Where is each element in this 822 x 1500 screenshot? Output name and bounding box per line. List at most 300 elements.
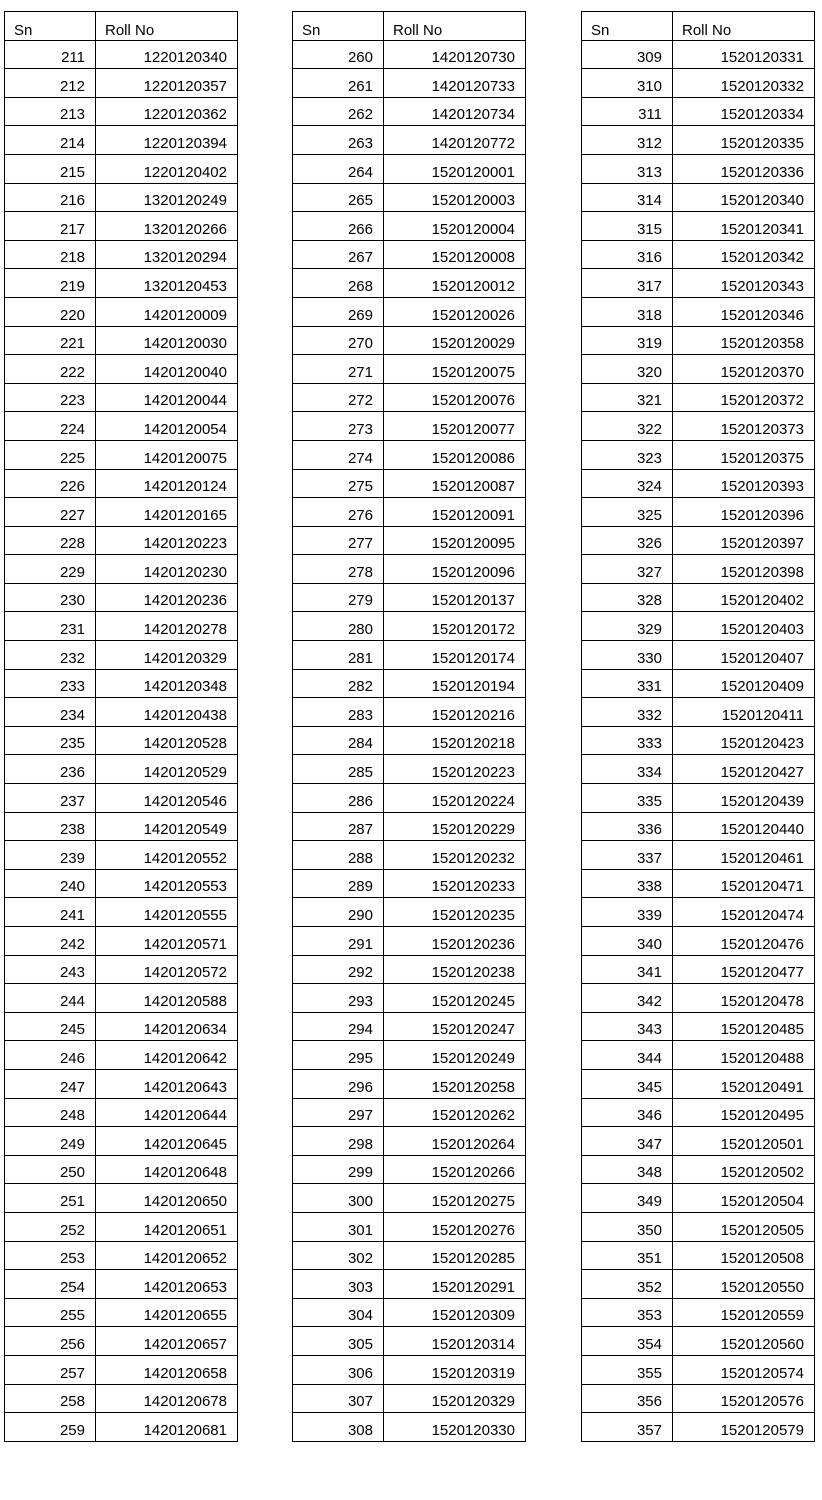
- sn-cell: 351: [582, 1241, 673, 1270]
- sn-cell: 263: [293, 126, 384, 155]
- roll-no-cell: 1420120681: [96, 1413, 238, 1442]
- roll-no-cell: 1420120651: [96, 1212, 238, 1241]
- table-row: [293, 69, 526, 98]
- sn-cell: 229: [5, 555, 96, 584]
- roll-no-cell: 1420120643: [96, 1069, 238, 1098]
- table-row: [582, 469, 815, 498]
- roll-no-cell: 1520120372: [673, 383, 815, 412]
- sn-cell: 270: [293, 326, 384, 355]
- roll-no-cell: 1520120174: [384, 641, 526, 670]
- roll-no-cell: 1520120393: [673, 469, 815, 498]
- sn-cell: 215: [5, 154, 96, 183]
- table-row: [582, 1012, 815, 1041]
- roll-no-cell: 1420120652: [96, 1241, 238, 1270]
- roll-no-cell: 1420120555: [96, 898, 238, 927]
- table-row: [582, 1327, 815, 1356]
- table-row: [293, 212, 526, 241]
- table-row: [293, 1041, 526, 1070]
- roll-no-cell: 1520120560: [673, 1327, 815, 1356]
- table-row: [5, 1012, 238, 1041]
- table-row: [293, 984, 526, 1013]
- roll-no-cell: 1420120546: [96, 784, 238, 813]
- table-row: [5, 240, 238, 269]
- table-row: [582, 641, 815, 670]
- roll-no-cell: 1420120528: [96, 726, 238, 755]
- roll-no-cell: 1520120505: [673, 1212, 815, 1241]
- table-row: [293, 1155, 526, 1184]
- table-row: [293, 583, 526, 612]
- table-row: [293, 955, 526, 984]
- roll-no-cell: 1520120233: [384, 869, 526, 898]
- roll-no-cell: 1520120218: [384, 726, 526, 755]
- sn-cell: 245: [5, 1012, 96, 1041]
- sn-cell: 291: [293, 927, 384, 956]
- sn-cell: 242: [5, 927, 96, 956]
- sn-cell: 231: [5, 612, 96, 641]
- table-row: [293, 240, 526, 269]
- roll-no-cell: 1420120549: [96, 812, 238, 841]
- table-row: [5, 669, 238, 698]
- roll-no-cell: 1420120009: [96, 297, 238, 326]
- sn-cell: 247: [5, 1069, 96, 1098]
- roll-no-cell: 1520120370: [673, 355, 815, 384]
- sn-cell: 224: [5, 412, 96, 441]
- sn-cell: 302: [293, 1241, 384, 1270]
- table-row: [582, 212, 815, 241]
- roll-no-cell: 1420120044: [96, 383, 238, 412]
- sn-cell: 275: [293, 469, 384, 498]
- sn-cell: 357: [582, 1413, 673, 1442]
- table-row: [582, 498, 815, 527]
- sn-cell: 250: [5, 1155, 96, 1184]
- sn-cell: 234: [5, 698, 96, 727]
- sn-cell: 276: [293, 498, 384, 527]
- table-row: [582, 240, 815, 269]
- roll-no-cell: 1420120165: [96, 498, 238, 527]
- table-row: [293, 612, 526, 641]
- roll-no-cell: 1520120485: [673, 1012, 815, 1041]
- roll-no-cell: 1420120040: [96, 355, 238, 384]
- sn-cell: 319: [582, 326, 673, 355]
- sn-cell: 314: [582, 183, 673, 212]
- table-row: [293, 1184, 526, 1213]
- roll-no-cell: 1520120012: [384, 269, 526, 298]
- roll-no-cell: 1520120358: [673, 326, 815, 355]
- sn-cell: 243: [5, 955, 96, 984]
- roll-no-cell: 1420120655: [96, 1298, 238, 1327]
- roll-no-cell: 1520120194: [384, 669, 526, 698]
- sn-cell: 320: [582, 355, 673, 384]
- table-row: [5, 984, 238, 1013]
- roll-no-cell: 1520120504: [673, 1184, 815, 1213]
- table-row: [582, 698, 815, 727]
- sn-cell: 293: [293, 984, 384, 1013]
- sn-cell: 333: [582, 726, 673, 755]
- sn-cell: 219: [5, 269, 96, 298]
- sn-cell: 336: [582, 812, 673, 841]
- roll-no-cell: 1520120502: [673, 1155, 815, 1184]
- sn-cell: 266: [293, 212, 384, 241]
- roll-no-cell: 1320120249: [96, 183, 238, 212]
- table-row: [5, 269, 238, 298]
- table-row: [5, 1270, 238, 1299]
- roll-no-cell: 1520120266: [384, 1155, 526, 1184]
- sn-cell: 299: [293, 1155, 384, 1184]
- roll-no-cell: 1520120008: [384, 240, 526, 269]
- table-row: [582, 1355, 815, 1384]
- roll-no-cell: 1520120077: [384, 412, 526, 441]
- sn-cell: 216: [5, 183, 96, 212]
- table-row: [5, 1384, 238, 1413]
- roll-no-cell: 1520120476: [673, 927, 815, 956]
- sn-cell: 325: [582, 498, 673, 527]
- table-row: [293, 1069, 526, 1098]
- roll-no-cell: 1520120004: [384, 212, 526, 241]
- table-row: [5, 526, 238, 555]
- sn-cell: 290: [293, 898, 384, 927]
- table-row: [5, 869, 238, 898]
- roll-no-cell: 1520120275: [384, 1184, 526, 1213]
- roll-no-cell: 1420120653: [96, 1270, 238, 1299]
- sn-cell: 236: [5, 755, 96, 784]
- roll-no-cell: 1420120658: [96, 1355, 238, 1384]
- sn-cell: 246: [5, 1041, 96, 1070]
- sn-cell: 310: [582, 69, 673, 98]
- roll-no-cell: 1520120291: [384, 1270, 526, 1299]
- table-row: [5, 440, 238, 469]
- sn-cell: 342: [582, 984, 673, 1013]
- roll-no-cell: 1520120488: [673, 1041, 815, 1070]
- table-row: [293, 1355, 526, 1384]
- roll-no-cell: 1520120001: [384, 154, 526, 183]
- table-row: [5, 898, 238, 927]
- roll-no-cell: 1520120249: [384, 1041, 526, 1070]
- table-row: [5, 1041, 238, 1070]
- table-row: [582, 40, 815, 69]
- sn-cell: 238: [5, 812, 96, 841]
- table-row: [582, 669, 815, 698]
- roll-no-cell: 1520120403: [673, 612, 815, 641]
- table-row: [5, 1298, 238, 1327]
- sn-cell: 277: [293, 526, 384, 555]
- table-row: [5, 555, 238, 584]
- roll-no-cell: 1420120223: [96, 526, 238, 555]
- sn-cell: 311: [582, 97, 673, 126]
- sn-cell: 338: [582, 869, 673, 898]
- roll-no-cell: 1420120236: [96, 583, 238, 612]
- roll-no-cell: 1520120409: [673, 669, 815, 698]
- table-row: [582, 898, 815, 927]
- sn-cell: 327: [582, 555, 673, 584]
- roll-no-cell: 1520120402: [673, 583, 815, 612]
- sn-cell: 227: [5, 498, 96, 527]
- roll-no-cell: 1220120357: [96, 69, 238, 98]
- roll-no-cell: 1420120645: [96, 1127, 238, 1156]
- table-row: [582, 1098, 815, 1127]
- table-row: [582, 326, 815, 355]
- table-row: [582, 1127, 815, 1156]
- sn-cell: 271: [293, 355, 384, 384]
- sn-cell: 259: [5, 1413, 96, 1442]
- roll-no-cell: 1520120342: [673, 240, 815, 269]
- sn-cell: 321: [582, 383, 673, 412]
- table-row: [582, 1270, 815, 1299]
- roll-no-cell: 1420120124: [96, 469, 238, 498]
- table-row: [5, 1241, 238, 1270]
- sn-cell: 267: [293, 240, 384, 269]
- sn-header: Sn: [5, 12, 96, 41]
- table-row: [582, 126, 815, 155]
- table-row: [5, 1327, 238, 1356]
- sn-header: Sn: [293, 12, 384, 41]
- roll-no-cell: 1420120329: [96, 641, 238, 670]
- sn-cell: 298: [293, 1127, 384, 1156]
- table-row: [5, 69, 238, 98]
- header-row: [293, 12, 526, 41]
- roll-no-cell: 1520120309: [384, 1298, 526, 1327]
- roll-no-cell: 1520120478: [673, 984, 815, 1013]
- table-row: [5, 212, 238, 241]
- roll-no-cell: 1420120734: [384, 97, 526, 126]
- roll-no-cell: 1520120003: [384, 183, 526, 212]
- table-row: [5, 1184, 238, 1213]
- table-row: [5, 183, 238, 212]
- roll-no-cell: 1520120319: [384, 1355, 526, 1384]
- table-row: [293, 1012, 526, 1041]
- table-row: [5, 1127, 238, 1156]
- roll-no-cell: 1520120238: [384, 955, 526, 984]
- table-row: [5, 40, 238, 69]
- sn-cell: 239: [5, 841, 96, 870]
- sn-cell: 286: [293, 784, 384, 813]
- roll-no-cell: 1520120276: [384, 1212, 526, 1241]
- table-body: [5, 40, 238, 1441]
- roll-no-cell: 1520120223: [384, 755, 526, 784]
- table-row: [5, 154, 238, 183]
- sn-cell: 284: [293, 726, 384, 755]
- roll-no-cell: 1420120075: [96, 440, 238, 469]
- sn-cell: 330: [582, 641, 673, 670]
- roll-no-cell: 1520120397: [673, 526, 815, 555]
- sn-cell: 273: [293, 412, 384, 441]
- sn-cell: 307: [293, 1384, 384, 1413]
- roll-no-cell: 1520120335: [673, 126, 815, 155]
- sn-cell: 352: [582, 1270, 673, 1299]
- roll-no-cell: 1520120341: [673, 212, 815, 241]
- sn-cell: 328: [582, 583, 673, 612]
- table-row: [5, 412, 238, 441]
- table-row: [582, 1155, 815, 1184]
- roll-no-cell: 1320120453: [96, 269, 238, 298]
- roll-no-cell: 1520120574: [673, 1355, 815, 1384]
- roll-no-cell: 1520120096: [384, 555, 526, 584]
- sn-cell: 335: [582, 784, 673, 813]
- roll-table-3: [581, 11, 815, 1442]
- sn-cell: 258: [5, 1384, 96, 1413]
- sn-cell: 344: [582, 1041, 673, 1070]
- roll-no-cell: 1420120572: [96, 955, 238, 984]
- sn-cell: 274: [293, 440, 384, 469]
- roll-no-cell: 1420120230: [96, 555, 238, 584]
- table-row: [293, 927, 526, 956]
- table-row: [293, 555, 526, 584]
- table-row: [5, 498, 238, 527]
- table-row: [5, 955, 238, 984]
- sn-cell: 308: [293, 1413, 384, 1442]
- roll-no-cell: 1520120086: [384, 440, 526, 469]
- roll-no-cell: 1420120588: [96, 984, 238, 1013]
- roll-no-cell: 1520120075: [384, 355, 526, 384]
- table-row: [293, 698, 526, 727]
- table-row: [5, 841, 238, 870]
- roll-no-cell: 1520120235: [384, 898, 526, 927]
- sn-cell: 228: [5, 526, 96, 555]
- roll-no-cell: 1520120346: [673, 297, 815, 326]
- roll-no-cell: 1420120678: [96, 1384, 238, 1413]
- sn-cell: 256: [5, 1327, 96, 1356]
- table-row: [5, 383, 238, 412]
- table-row: [582, 526, 815, 555]
- sn-cell: 221: [5, 326, 96, 355]
- sn-cell: 213: [5, 97, 96, 126]
- sn-cell: 292: [293, 955, 384, 984]
- sn-cell: 305: [293, 1327, 384, 1356]
- sn-cell: 249: [5, 1127, 96, 1156]
- sn-cell: 237: [5, 784, 96, 813]
- roll-no-cell: 1420120438: [96, 698, 238, 727]
- roll-no-cell: 1520120232: [384, 841, 526, 870]
- sn-cell: 233: [5, 669, 96, 698]
- roll-no-cell: 1520120334: [673, 97, 815, 126]
- sn-cell: 240: [5, 869, 96, 898]
- roll-no-header: Roll No: [96, 12, 238, 41]
- table-row: [582, 612, 815, 641]
- roll-no-cell: 1420120054: [96, 412, 238, 441]
- table-row: [293, 355, 526, 384]
- roll-no-cell: 1520120285: [384, 1241, 526, 1270]
- sn-cell: 304: [293, 1298, 384, 1327]
- roll-no-cell: 1420120650: [96, 1184, 238, 1213]
- table-row: [293, 1413, 526, 1442]
- sn-cell: 260: [293, 40, 384, 69]
- roll-no-cell: 1420120733: [384, 69, 526, 98]
- table-row: [5, 927, 238, 956]
- sn-cell: 316: [582, 240, 673, 269]
- header-row: [582, 12, 815, 41]
- roll-no-cell: 1520120495: [673, 1098, 815, 1127]
- sn-cell: 281: [293, 641, 384, 670]
- table-row: [582, 726, 815, 755]
- roll-no-cell: 1520120236: [384, 927, 526, 956]
- sn-cell: 296: [293, 1069, 384, 1098]
- roll-no-cell: 1520120245: [384, 984, 526, 1013]
- sn-cell: 287: [293, 812, 384, 841]
- sn-cell: 300: [293, 1184, 384, 1213]
- sn-cell: 217: [5, 212, 96, 241]
- table-row: [293, 726, 526, 755]
- table-row: [293, 40, 526, 69]
- sn-cell: 332: [582, 698, 673, 727]
- roll-no-cell: 1520120336: [673, 154, 815, 183]
- sn-cell: 261: [293, 69, 384, 98]
- table-row: [293, 154, 526, 183]
- roll-no-cell: 1520120331: [673, 40, 815, 69]
- table-row: [293, 297, 526, 326]
- roll-no-cell: 1520120579: [673, 1413, 815, 1442]
- sn-cell: 346: [582, 1098, 673, 1127]
- sn-cell: 354: [582, 1327, 673, 1356]
- sn-cell: 355: [582, 1355, 673, 1384]
- roll-no-cell: 1220120402: [96, 154, 238, 183]
- sn-cell: 280: [293, 612, 384, 641]
- sn-cell: 294: [293, 1012, 384, 1041]
- table-row: [293, 669, 526, 698]
- table-row: [582, 784, 815, 813]
- roll-no-cell: 1520120471: [673, 869, 815, 898]
- table-row: [582, 869, 815, 898]
- roll-no-cell: 1520120329: [384, 1384, 526, 1413]
- table-row: [293, 469, 526, 498]
- roll-no-cell: 1420120642: [96, 1041, 238, 1070]
- roll-no-cell: 1520120091: [384, 498, 526, 527]
- roll-no-cell: 1520120029: [384, 326, 526, 355]
- roll-no-cell: 1420120278: [96, 612, 238, 641]
- roll-no-cell: 1520120423: [673, 726, 815, 755]
- table-row: [582, 927, 815, 956]
- table-row: [582, 154, 815, 183]
- sn-cell: 220: [5, 297, 96, 326]
- roll-no-cell: 1520120224: [384, 784, 526, 813]
- table-row: [293, 755, 526, 784]
- roll-no-cell: 1520120172: [384, 612, 526, 641]
- roll-no-cell: 1220120394: [96, 126, 238, 155]
- roll-no-cell: 1520120477: [673, 955, 815, 984]
- roll-no-cell: 1520120576: [673, 1384, 815, 1413]
- roll-no-header: Roll No: [384, 12, 526, 41]
- table-row: [293, 440, 526, 469]
- sn-cell: 254: [5, 1270, 96, 1299]
- sn-cell: 340: [582, 927, 673, 956]
- roll-no-cell: 1520120332: [673, 69, 815, 98]
- roll-no-cell: 1520120095: [384, 526, 526, 555]
- sn-cell: 323: [582, 440, 673, 469]
- table-row: [5, 1155, 238, 1184]
- sn-cell: 252: [5, 1212, 96, 1241]
- sn-cell: 349: [582, 1184, 673, 1213]
- table-row: [582, 1069, 815, 1098]
- table-row: [5, 698, 238, 727]
- roll-no-cell: 1520120087: [384, 469, 526, 498]
- table-body: [293, 40, 526, 1441]
- sn-cell: 318: [582, 297, 673, 326]
- sn-cell: 334: [582, 755, 673, 784]
- roll-no-cell: 1520120474: [673, 898, 815, 927]
- table-row: [5, 355, 238, 384]
- table-row: [5, 1355, 238, 1384]
- sn-cell: 272: [293, 383, 384, 412]
- roll-no-cell: 1520120229: [384, 812, 526, 841]
- roll-no-cell: 1420120634: [96, 1012, 238, 1041]
- table-row: [293, 1098, 526, 1127]
- sn-cell: 350: [582, 1212, 673, 1241]
- sn-cell: 265: [293, 183, 384, 212]
- sn-cell: 353: [582, 1298, 673, 1327]
- roll-no-cell: 1520120216: [384, 698, 526, 727]
- table-row: [582, 1184, 815, 1213]
- sn-cell: 347: [582, 1127, 673, 1156]
- table-row: [293, 326, 526, 355]
- roll-no-cell: 1420120348: [96, 669, 238, 698]
